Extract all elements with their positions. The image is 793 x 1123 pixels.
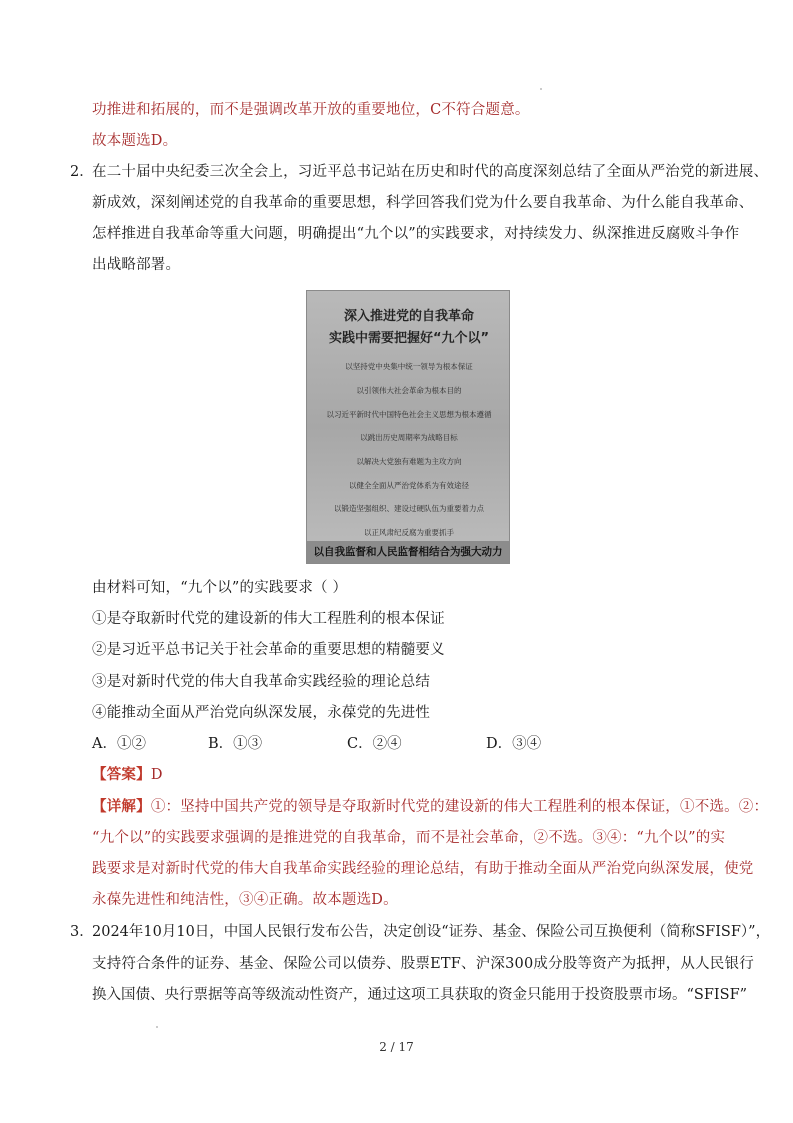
- detail-line: 永葆先进性和纯洁性，③④正确。故本题选D。: [92, 892, 398, 908]
- statement-1: ①是夺取新时代党的建设新的伟大工程胜利的根本保证: [92, 611, 445, 627]
- figure-item: 以坚持党中央集中统一领导为根本保证: [345, 362, 473, 371]
- answer-tag: 【答案】: [92, 766, 151, 783]
- question-3-stem-line: 换入国债、央行票据等高等级流动性资产，通过这项工具获取的资金只能用于投资股票市场。“SFISF”: [92, 987, 748, 1003]
- option-d: D．③④: [486, 736, 542, 752]
- question-2-stem-line: 新成效，深刻阐述党的自我革命的重要思想，科学回答我们党为什么要自我革命、为什么能自我革命、: [92, 195, 754, 211]
- detail-line: [92, 797, 768, 817]
- detail-line: “九个以”的实践要求强调的是推进党的自我革命，而不是社会革命，②不选。③④：“九个以”的实: [92, 830, 726, 846]
- prev-explanation-line: 功推进和拓展的，而不是强调改革开放的重要地位，C不符合题意。: [92, 102, 530, 118]
- prev-conclusion-line: 故本题选D。: [92, 133, 178, 149]
- scan-speck: [540, 88, 542, 90]
- question-2-number: 2．: [70, 164, 94, 180]
- figure-item: 以跳出历史周期率为战略目标: [360, 433, 458, 442]
- figure-item: 以锻造坚强组织、建设过硬队伍为重要着力点: [334, 504, 484, 513]
- question-3-number: 3．: [70, 924, 94, 940]
- figure-item: 以习近平新时代中国特色社会主义思想为根本遵循: [326, 410, 492, 419]
- option-a: A．①②: [92, 736, 146, 752]
- option-b: B．①③: [208, 736, 263, 752]
- statement-3: ③是对新时代党的伟大自我革命实践经验的理论总结: [92, 674, 431, 690]
- answer-value: D: [150, 767, 163, 783]
- figure-item: 以引领伟大社会革命为根本目的: [356, 386, 462, 395]
- figure-footer-banner: 以自我监督和人民监督相结合为强大动力: [307, 541, 509, 563]
- detail-tag: 【详解】: [92, 798, 151, 815]
- figure-item: 以解决大党独有难题为主攻方向: [356, 457, 462, 466]
- figure-item: 以健全全面从严治党体系为有效途径: [349, 481, 469, 490]
- question-2-prompt: 由材料可知，“九个以”的实践要求（ ）: [92, 580, 348, 596]
- detail-text: ①：坚持中国共产党的领导是夺取新时代党的建设新的伟大工程胜利的根本保证，①不选。②：: [150, 799, 769, 815]
- figure-title-line-1: 深入推进党的自我革命: [343, 309, 474, 324]
- figure-item: 以正风肃纪反腐为重要抓手: [364, 528, 454, 537]
- nine-principles-figure: [306, 290, 510, 564]
- question-3-stem-line: 支持符合条件的证券、基金、保险公司以债券、股票ETF、沪深300成分股等资产为抵押，从人民银行: [92, 956, 754, 972]
- detail-line: 践要求是对新时代党的伟大自我革命实践经验的理论总结，有助于推动全面从严治党向纵深发展，使党: [92, 861, 754, 877]
- question-2-stem-line: 在二十届中央纪委三次全会上，习近平总书记站在历史和时代的高度深刻总结了全面从严治党的新进展、: [92, 164, 769, 180]
- option-c: C．②④: [347, 736, 402, 752]
- answer-line: [92, 765, 163, 785]
- page-number: 2 / 17: [379, 1040, 414, 1054]
- figure-title-line-2: 实践中需要把握好“九个以”: [328, 331, 490, 346]
- statement-2: ②是习近平总书记关于社会革命的重要思想的精髓要义: [92, 642, 445, 658]
- question-2-stem-line: 出战略部署。: [92, 257, 181, 273]
- statement-4: ④能推动全面从严治党向纵深发展，永葆党的先进性: [92, 705, 431, 721]
- scan-speck: [156, 1026, 158, 1028]
- question-3-stem-line: 2024年10月10日，中国人民银行发布公告，决定创设“证券、基金、保险公司互换便利（简称SFISF）”，: [92, 924, 771, 940]
- question-2-stem-line: 怎样推进自我革命等重大问题，明确提出“九个以”的实践要求，对持续发力、纵深推进反腐败斗争作: [92, 226, 740, 242]
